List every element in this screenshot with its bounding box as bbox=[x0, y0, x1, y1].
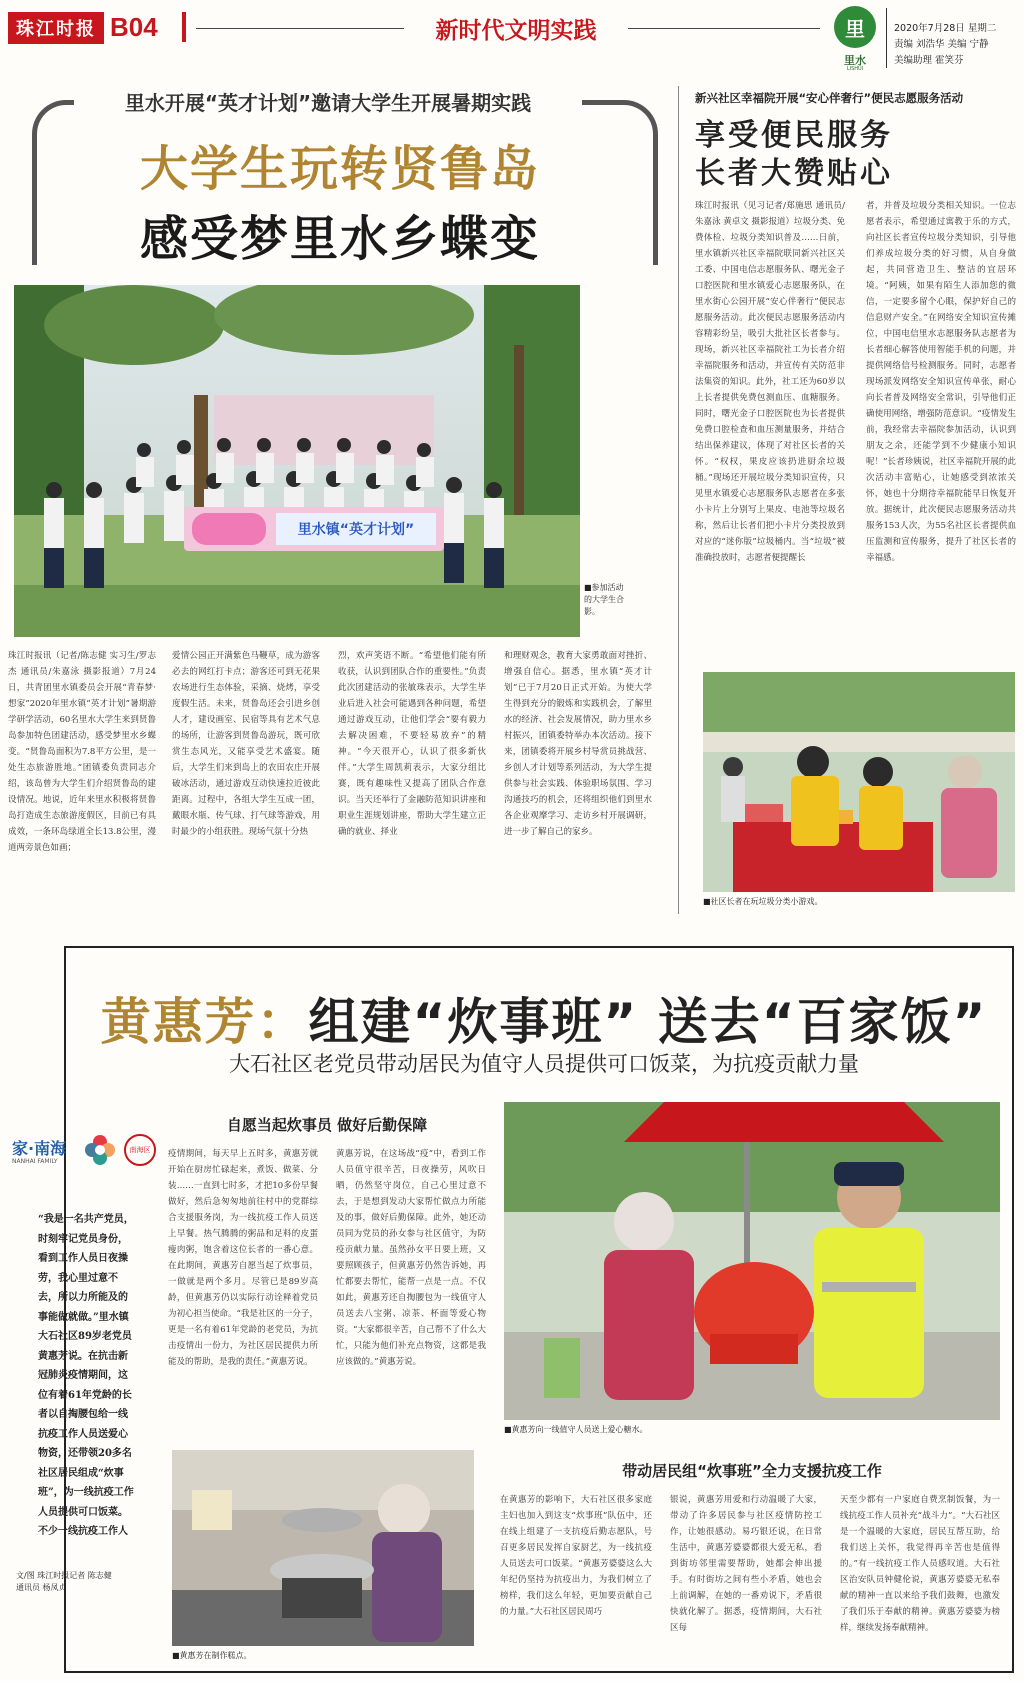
story3-headline-name: 黄惠芳： bbox=[100, 993, 309, 1051]
flower-icon bbox=[84, 1134, 116, 1166]
page-number: B04 bbox=[110, 12, 158, 42]
column-separator bbox=[678, 86, 679, 914]
story1-subheadline: 感受梦里水乡蝶变 bbox=[139, 211, 540, 267]
header-rule-right bbox=[628, 28, 820, 29]
logo-name: 里水 bbox=[844, 54, 866, 67]
story1-column-4: 和理财观念，教育大家勇敢面对挫折、增强自信心。据悉，里水镇“英才计划”已于7月20日正式开始。为使大学生得到充分的锻炼和实践机会，了解里水的经济、社会发展情况，助力里水乡村振兴，团镇委特举办本次活动。接下来，团镇委将开展乡村导赏员挑战营、乡创人才计划等系列活动，为大学生提供参与社会实践、体验职场氛围、学习沟通技巧的机会，还将组织他们到里水各企业观摩学习、走访乡村开展调研，进一步了解自己的家乡。 bbox=[504, 651, 652, 837]
story3-s1-column-1: 疫情期间，每天早上五时多，黄惠芳就开始在厨房忙碌起来，煮饭、做菜、分装……一直到七时多，才把10多份早餐做好，然后急匆匆地前往村中的党群综合支援服务岗，为一线抗疫工作人员送上早餐。热气腾腾的粥品和足料的皮蛋瘦肉粥，饱含着这位长者的一番心意。在此期间，黄惠芳自愿当起了炊事员，一做就是两个多月。尽管已是89岁高龄，但黄惠芳仍以实际行动诠释着党员为初心担当使命。“我是社区的一分子，更是一名有着61年党龄的老党员，为抗击疫情出一份力，为社区居民提供力所能及的帮助，是我的责任。”黄惠芳说。 bbox=[168, 1149, 318, 1367]
meal-delivery-photo bbox=[504, 1102, 1000, 1420]
meal-photo-caption: ■黄惠芳向一线值守人员送上爱心糖水。 bbox=[504, 1425, 648, 1434]
story1-column-2: 爱情公园正开满紫色马鞭草，成为游客必去的网红打卡点；游客还可到无花果农场进行生态体验，采摘、烧烤，享受度假生活。未来，贤鲁岛还会引进乡创人才，建设画室、民宿等具有艺术气息的场所，让游客到贤鲁岛游玩，既可欣赏生态风光，又能享受艺术盛宴。随后，大学生们来到岛上的农田农庄开展破冰活动，通过游戏互动快速拉近彼此距离。过程中，各组大学生互成一团，戴眼水瓶、传气球、打气球等游戏，用时最少的小组获胜。现场气氛十分热 bbox=[172, 651, 320, 837]
garbage-photo-caption: ■社区长者在玩垃圾分类小游戏。 bbox=[703, 897, 823, 906]
story3-s2-column-2: 银说，黄惠芳用爱和行动温暖了大家，带动了许多居民参与社区疫情防控工作，让她很感动。易巧银还说，在日常生活中，黄惠芳婆婆都很大爱无私，看到街坊邻里需要帮助，她都会伸出援手。有时街坊之间有些小矛盾，她也会上前调解，在她的一番劝说下，矛盾很快就化解了。据悉，疫情期间，大石社区每 bbox=[670, 1495, 822, 1633]
photo-banner-text: 里水镇“英才计划” bbox=[297, 522, 415, 538]
story2-column-1: 珠江时报讯（见习记者/郑施思 通讯员/朱嘉泳 黄卓文 摄影报道）垃圾分类、免费体检、垃圾分类知识普及……日前，里水镇新兴社区幸福院联同新兴社区关工委、中国电信志愿服务队、曙光金子口腔医院和里水镇爱心志愿服务队，在里水街心公园开展“安心伴奢行”便民志愿服务活动。此次便民志愿服务活动内容精彩纷呈，吸引大批社区长者参与。现场，新兴社区幸福院社工为长者介绍幸福院服务和活动，并宣传有关防范非法集资的知识。此外，社工还为60岁以上长者提供免费包测血压、血糖服务。同时，曙光金子口腔医院也为长者提供免费口腔检查和血压测量服务，并结合结出保养建议，体现了对社区长者的关怀。“权权，果皮应该扔进厨余垃圾桶。”现场还开展垃圾分类知识宣传，只见里水镇爱心志愿服务队志愿者在多张小卡片上分别写上果皮、电池等垃圾名称，然后让长者们把小卡片分类投放到对应的“迷你版”垃圾桶内。当“垃圾”被准确投放时，志愿者便提醒长 bbox=[695, 201, 845, 563]
cooking-photo bbox=[172, 1450, 474, 1646]
section-title: 新时代文明实践 bbox=[435, 18, 597, 44]
logo-subtitle: LISHUI bbox=[846, 66, 864, 72]
story2-headline-line2: 长者大赞贴心 bbox=[695, 156, 893, 191]
assistant-credit: 美编助理 霍笑芬 bbox=[894, 55, 964, 66]
story3-subheadline: 大石社区老党员带动居民为值守人员提供可口饭菜，为抗疫贡献力量 bbox=[229, 1052, 859, 1076]
story3-s2-column-1: 在黄惠芳的影响下，大石社区很多家庭主妇也加入到这支“炊事班”队伍中，还在线上组建了一支抗疫后勤志愿队，号召更多居民发挥自家厨艺，为一线抗疫人员送去可口饭菜。“黄惠芳婆婆这么大年纪仍坚持为抗疫出力，为我们树立了榜样，我们这么年轻，更加要贡献自己的力量。”大石社区居民周巧 bbox=[500, 1495, 652, 1617]
story1-column-3: 烈，欢声笑语不断。“希望他们能有所收获，认识到团队合作的重要性。”负责此次团建活动的张敏珠表示，大学生毕业后进入社会可能遇到各种问题，希望通过游戏互动，让他们学会“要有毅力去解决困难，不要轻易放弃”的精神。“今天很开心，认识了很多新伙伴。”大学生周凯莉表示，大家分组比赛，既有趣味性又提高了团队合作意识。当天还举行了金融防范知识讲座和职业生涯规划讲座，帮助大学生建立正确的就业、择业 bbox=[338, 651, 486, 837]
group-photo bbox=[14, 285, 580, 637]
story1-column-1: 珠江时报讯（记者/陈志健 实习生/罗志杰 通讯员/朱嘉泳 摄影报道）7月24日，共青团里水镇委员会开展“青春梦·想家”2020年里水镇“英才计划”暑期游学研学活动，60名里水大学生来到贤鲁岛参加特色团建活动，感受梦里水乡蝶变。“贤鲁岛面积为7.8平方公里，是一处生态旅游胜地。”团镇委负责同志介绍，该岛曾为大学生们介绍贤鲁岛的建设情况。地说，近年来里水积极将贤鲁岛打造成生态旅游度假区，目前已有具成效，一条环岛绿道全长13.8公里，漫道两旁景色如画； bbox=[8, 651, 156, 853]
nanhai-family-badge bbox=[10, 1132, 160, 1178]
story1-headline: 大学生玩转贤鲁岛 bbox=[139, 141, 540, 197]
story3-s2-column-3: 天至少都有一户家庭自费烹制饭餐，为一线抗疫工作人员补充“战斗力”。“大石社区是一个温暖的大家庭，居民互帮互助，给我们送上关怀，我觉得再辛苦也是值得的。”有一线抗疫工作人员感叹道。大石社区治安队员钟健伦说，黄惠芳婆婆无私奉献的精神一直以来给予我们鼓舞，也激发了我们乐于奉献的精神。黄惠芳婆婆为榜样，继续发扬奉献精神。 bbox=[840, 1495, 1000, 1633]
group-photo-caption: ■参加活动的大学生合影。 bbox=[584, 583, 624, 616]
garbage-sorting-photo bbox=[703, 672, 1015, 892]
newspaper-brand: 珠江时报 bbox=[8, 12, 104, 44]
seal-icon: 南海区 bbox=[124, 1134, 156, 1166]
story3-s1-column-2: 黄惠芳说，在这场战“疫”中，看到工作人员值守很辛苦，日夜操劳，风吹日晒，仍然坚守岗位，自己心里过意不去，于是想到发动大家帮忙做点力所能及的事，做好后勤保障。此外，她还动员同为党员的孙女参与社区值守，为防疫贡献力量。虽然孙女平日要上班，又要照顾孩子，但黄惠芳仍然告诉她，再忙都要去帮忙，能帮一点是一点。不仅如此，黄惠芳还自掏腰包为一线值守人员送去八宝粥、凉茶、杯面等爱心物资。“大家都很辛苦，自己帮不了什么大忙，只能为他们补充点物资，这都是我应该做的。”黄惠芳说。 bbox=[336, 1149, 486, 1367]
story2-kicker: 新兴社区幸福院开展“安心伴奢行”便民志愿服务活动 bbox=[695, 91, 964, 105]
badge-text: 家·南海 bbox=[12, 1139, 67, 1158]
cooking-photo-caption: ■黄惠芳在制作糕点。 bbox=[172, 1651, 252, 1660]
header-separator bbox=[886, 8, 887, 68]
header-rule-left bbox=[196, 28, 404, 29]
section2-heading: 带动居民组“炊事班”全力支援抗疫工作 bbox=[622, 1462, 882, 1480]
story3-byline: 文/图 珠江时报记者 陈志健 通讯员 杨凤贞 bbox=[16, 1571, 112, 1592]
lishui-logo-icon: 里 bbox=[834, 6, 876, 48]
editor-credit: 责编 刘浩华 美编 宁静 bbox=[894, 39, 989, 50]
story2-headline-line1: 享受便民服务 bbox=[695, 118, 893, 153]
story1-kicker: 里水开展“英才计划”邀请大学生开展暑期实践 bbox=[74, 88, 582, 118]
story3-headline bbox=[84, 982, 1004, 1054]
badge-subtext: NANHAI FAMILY bbox=[12, 1158, 58, 1165]
story3-headline-main: 组建“炊事班” 送去“百家饭” bbox=[308, 993, 988, 1051]
issue-date: 2020年7月28日 星期二 bbox=[894, 23, 997, 34]
section1-heading: 自愿当起炊事员 做好后勤保障 bbox=[226, 1116, 428, 1134]
header-bar bbox=[182, 12, 186, 42]
story2-column-2: 者，并普及垃圾分类相关知识。一位志愿者表示，希望通过寓教于乐的方式，向社区长者宣传垃圾分类知识，引导他们养成垃圾分类的好习惯，从自身做起，共同营造卫生、整洁的宜居环境。“阿姨，如果有陌生人添加您的微信，一定要多留个心眼，保护好自己的信息财产安全。”在网络安全知识宣传摊位，中国电信里水志愿服务队志愿者为长者细心解答使用智能手机的问题，并提供网络信号检测服务。同时，志愿者现场派发网络安全知识宣传单张，耐心向长者普及网络安全常识，引导他们正确使用网络，增强防范意识。“疫情发生前，我经常去幸福院参加活动，认识到朋友之余，还能学到不少健康小知识呢！”长者珍姨说，社区幸福院开展的此次活动丰富贴心，让她感受到浓浓关怀，她也十分期待幸福院能早日恢复开放。据统计，此次便民志愿服务活动共服务153人次，为55名社区长者提供血压监测和宣传服务，提升了社区长者的幸福感。 bbox=[866, 201, 1016, 563]
story3-intro: “我是一名共产党员，时刻牢记党员身份，看到工作人员日夜操劳，我心里过意不去，所以力所能及的事能做就做。”里水镇大石社区89岁老党员黄惠芳说。在抗击新冠肺炎疫情期间，这位有着61年党龄的长者以自掏腰包给一线抗疫工作人员送爱心物资，还带领20多名社区居民组成“炊事班”，为一线抗疫工作人员提供可口饭菜。不少一线抗疫工作人 bbox=[38, 1214, 134, 1537]
